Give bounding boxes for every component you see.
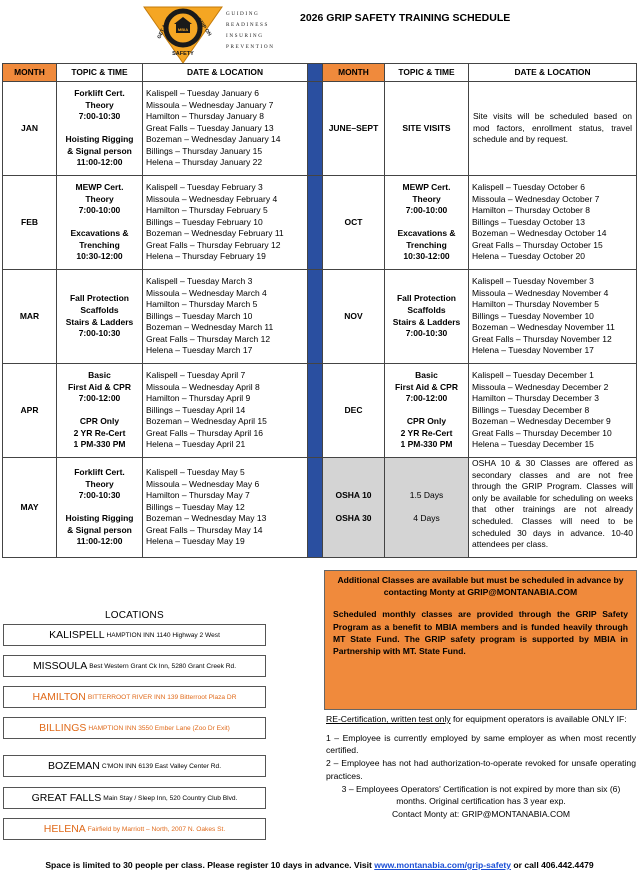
footer-text-after: or call 406.442.4479	[511, 860, 594, 870]
location-venue: HAMPTION INN 1140 Highway 2 West	[106, 631, 220, 639]
dates-cell: Kalispell – Tuesday May 5 Missoula – Wednesday May 6 Hamilton – Thursday May 7 Billings – Tuesday May 12 Bozeman – Wednesday May 13 Great Falls – Thursday May 14 Helena – Tuesday May 19	[143, 458, 308, 558]
recert-lead	[326, 713, 636, 726]
header-topic-right: TOPIC & TIME	[385, 64, 469, 82]
table-row	[3, 176, 637, 270]
logo-bottom-word: SAFETY	[172, 51, 194, 57]
table-row	[3, 364, 637, 458]
location-city: BOZEMAN	[47, 760, 100, 772]
column-divider	[308, 64, 323, 82]
location-city: MISSOULA	[32, 660, 88, 672]
table-row	[3, 82, 637, 176]
topic-cell: Forklift Cert. Theory 7:00-10:30 Hoisting Rigging & Signal person 11:00-12:00	[57, 82, 143, 176]
month-cell: APR	[3, 364, 57, 458]
page-title: 2026 GRIP SAFETY TRAINING SCHEDULE	[300, 12, 511, 24]
topic-cell: Forklift Cert. Theory 7:00-10:30 Hoisting Rigging & Signal person 11:00-12:00	[57, 458, 143, 558]
osha-name-cell: OSHA 10 OSHA 30	[323, 458, 385, 558]
month-cell: OCT	[323, 176, 385, 270]
header-month-left: MONTH	[3, 64, 57, 82]
recert-item-3: 3 – Employees Operators' Certification is not expired by more than six (6) months. Original certification has 3 year exp.	[341, 783, 621, 807]
dates-cell: Kalispell – Tuesday February 3 Missoula – Wednesday February 4 Hamilton – Thursday February 5 Billings – Tuesday February 10 Bozeman – Wednesday February 11 Great Falls – Thursday February 12 Helena – Thursday February 19	[143, 176, 308, 270]
location-city: KALISPELL	[49, 629, 105, 641]
logo-tagline-1: GUIDING	[226, 11, 260, 17]
table-row	[3, 458, 637, 558]
info-program-funding: Scheduled monthly classes are provided through the GRIP Safety Program as a benefit to MBIA members and is funded heavily through MT State Fund. The GRIP safety program is supported by MBIA in Partnership with MT. State Fund.	[333, 609, 628, 657]
table-row	[3, 270, 637, 364]
dates-cell: Kalispell – Tuesday October 6 Missoula – Wednesday October 7 Hamilton – Thursday October 8 Billings – Tuesday October 13 Bozeman – Wednesday October 14 Great Falls – Thursday October 15 Helena – Tuesday October 20	[469, 176, 637, 270]
dates-cell: Kalispell – Tuesday November 3 Missoula – Wednesday November 4 Hamilton – Thursday November 5 Billings – Tuesday November 10 Bozeman – Wednesday November 11 Great Falls – Thursday November 12 Helena – Tuesday November 17	[469, 270, 637, 364]
topic-cell: Basic First Aid & CPR 7:00-12:00 CPR Only 2 YR Re-Cert 1 PM-330 PM	[57, 364, 143, 458]
location-venue: Fairfield by Marriott – North, 2007 N. Oakes St.	[87, 825, 226, 833]
location-venue: C'MON INN 6139 East Valley Center Rd.	[101, 762, 222, 770]
location-city: GREAT FALLS	[31, 792, 102, 804]
logo-left-word: GET A	[156, 23, 169, 40]
topic-cell: Fall Protection Scaffolds Stairs & Ladders 7:00-10:30	[57, 270, 143, 364]
table-header-row	[3, 64, 637, 82]
logo-tagline-4: PREVENTION	[226, 44, 275, 50]
month-cell: JAN	[3, 82, 57, 176]
recert-contact: Contact Monty at: GRIP@MONTANABIA.COM	[391, 808, 571, 819]
location-city: HAMILTON	[32, 691, 86, 703]
location-venue: Main Stay / Sleep Inn, 520 Country Club Blvd.	[103, 794, 238, 802]
location-city: HELENA	[43, 823, 86, 835]
dates-cell: Kalispell – Tuesday January 6 Missoula – Wednesday January 7 Hamilton – Thursday January 8 Great Falls – Tuesday January 13 Bozeman – Wednesday January 14 Billings – Thursday January 15 Helena – Thursday January 22	[143, 82, 308, 176]
osha-duration-cell: 1.5 Days 4 Days	[385, 458, 469, 558]
column-divider	[308, 176, 323, 270]
recert-item-2: 2 – Employee has not had authorization-to-operate revoked for unsafe operating practices.	[326, 758, 636, 781]
topic-cell: Fall Protection Scaffolds Stairs & Ladders 7:00-10:30	[385, 270, 469, 364]
recert-item-1: 1 – Employee is currently employed by same employer as when most recently certified.	[326, 732, 636, 756]
topic-cell: MEWP Cert. Theory 7:00-10:00 Excavations & Trenching 10:30-12:00	[57, 176, 143, 270]
month-cell: MAR	[3, 270, 57, 364]
logo-ring-text: GRIP ON	[195, 16, 213, 38]
dates-cell: Kalispell – Tuesday April 7 Missoula – Wednesday April 8 Hamilton – Thursday April 9 Billings – Tuesday April 14 Bozeman – Wednesday April 15 Great Falls – Thursday April 16 Helena – Tuesday April 21	[143, 364, 308, 458]
location-billings	[3, 717, 266, 739]
location-helena	[3, 818, 266, 840]
topic-cell: SITE VISITS	[385, 82, 469, 176]
info-box	[324, 570, 637, 710]
location-hamilton	[3, 686, 266, 708]
month-cell: JUNE–SEPT	[323, 82, 385, 176]
column-divider	[308, 364, 323, 458]
dates-cell: Kalispell – Tuesday December 1 Missoula – Wednesday December 2 Hamilton – Thursday December 3 Billings – Tuesday December 8 Bozeman – Wednesday December 9 Great Falls – Thursday December 10 Helena – Tuesday December 15	[469, 364, 637, 458]
month-cell: MAY	[3, 458, 57, 558]
grip-logo	[140, 6, 300, 64]
recertification-section	[326, 713, 636, 821]
location-venue: Best Western Grant Ck Inn, 5280 Grant Creek Rd.	[89, 662, 237, 670]
schedule-table	[2, 63, 637, 558]
column-divider	[308, 270, 323, 364]
footer-website-link[interactable]: www.montanabia.com/grip-safety	[374, 860, 511, 870]
location-great-falls	[3, 787, 266, 809]
month-cell: DEC	[323, 364, 385, 458]
info-additional-classes: Additional Classes are available but must be scheduled in advance by contacting Monty at GRIP@MONTANABIA.COM	[337, 575, 624, 598]
logo-tagline-2: READINESS	[226, 22, 269, 28]
month-cell: NOV	[323, 270, 385, 364]
locations-heading: LOCATIONS	[105, 610, 164, 621]
location-city: BILLINGS	[39, 722, 87, 734]
recert-lead-rest: for equipment operators is available ONLY IF:	[450, 714, 627, 724]
logo-badge-text: MBIA	[177, 27, 189, 32]
month-cell: FEB	[3, 176, 57, 270]
header-date-left: DATE & LOCATION	[143, 64, 308, 82]
recert-lead-underlined: RE-Certification, written test only	[326, 714, 451, 724]
logo-tagline-3: INSURING	[226, 33, 264, 39]
site-visit-note: Site visits will be scheduled based on mod factors, enrollment status, travel schedule and by request.	[469, 82, 637, 176]
location-venue: HAMPTION INN 3550 Ember Lane (Zoo Dr Exit)	[88, 724, 230, 732]
footer	[0, 860, 639, 870]
header-topic-left: TOPIC & TIME	[57, 64, 143, 82]
column-divider	[308, 458, 323, 558]
location-kalispell	[3, 624, 266, 646]
header-date-right: DATE & LOCATION	[469, 64, 637, 82]
column-divider	[308, 82, 323, 176]
location-bozeman	[3, 755, 266, 777]
osha-note: OSHA 10 & 30 Classes are offered as secondary classes and are not free through the GRIP Program. Classes will only be available for scheduling on weeks that other trainings are not already scheduled. Classes will need to be scheduled 30 days in advance. 10-40 attendees per class.	[469, 458, 637, 558]
location-missoula	[3, 655, 266, 677]
header-month-right: MONTH	[323, 64, 385, 82]
footer-text-before: Space is limited to 30 people per class. Please register 10 days in advance. Visit	[45, 860, 375, 870]
dates-cell: Kalispell – Tuesday March 3 Missoula – Wednesday March 4 Hamilton – Thursday March 5 Billings – Tuesday March 10 Bozeman – Wednesday March 11 Great Falls – Thursday March 12 Helena – Tuesday March 17	[143, 270, 308, 364]
topic-cell: MEWP Cert. Theory 7:00-10:00 Excavations & Trenching 10:30-12:00	[385, 176, 469, 270]
location-venue: BITTERROOT RIVER INN 139 Bitterroot Plaza DR	[87, 693, 237, 701]
topic-cell: Basic First Aid & CPR 7:00-12:00 CPR Only 2 YR Re-Cert 1 PM-330 PM	[385, 364, 469, 458]
